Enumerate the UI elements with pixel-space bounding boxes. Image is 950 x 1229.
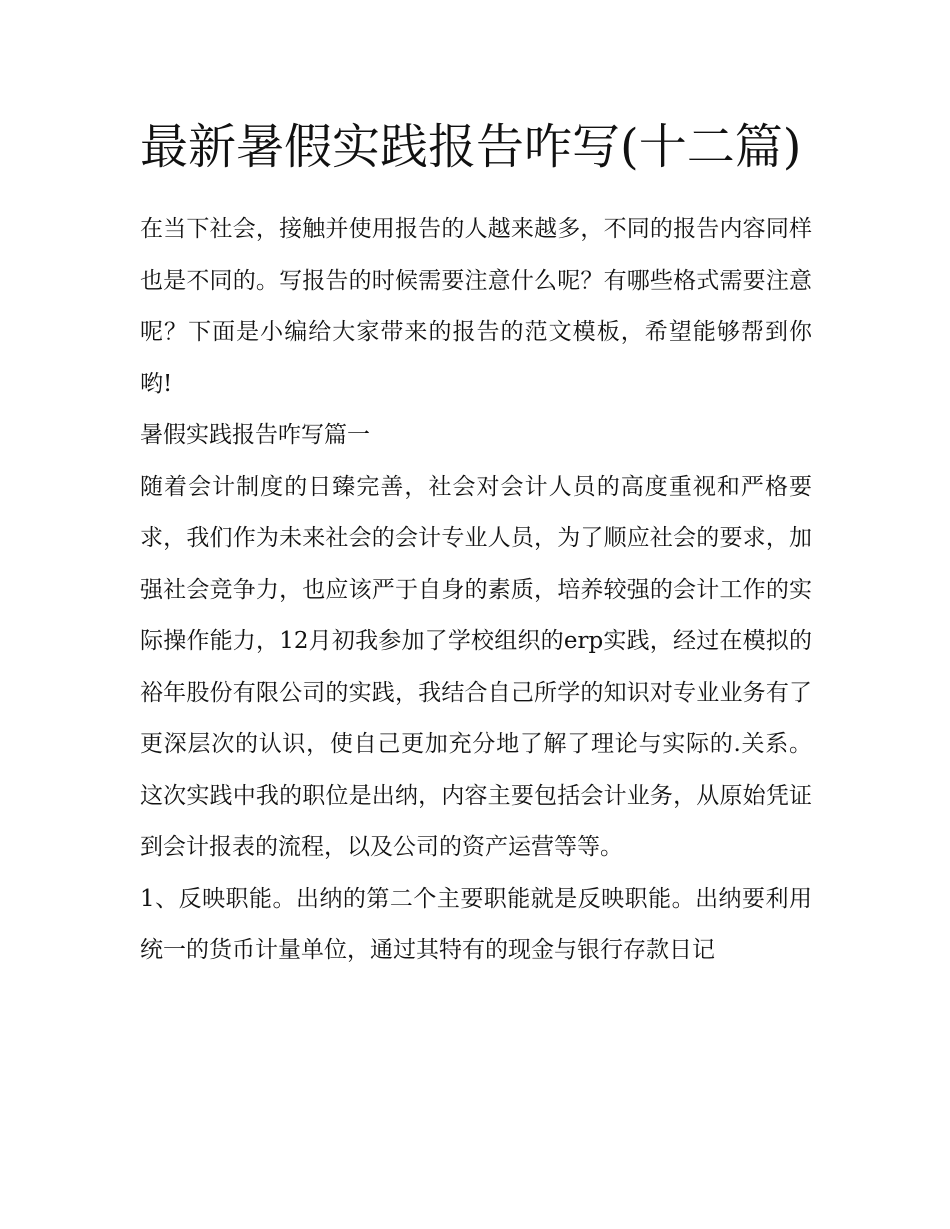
body-paragraph-1: 随着会计制度的日臻完善，社会对会计人员的高度重视和严格要求，我们作为未来社会的会计专业人员，为了顺应社会的要求，加强社会竞争力，也应该严于自身的素质，培养较强的会计工作的实际操作能力，12月初我参加了学校组织的erp实践，经过在模拟的裕年股份有限公司的实践，我结合自己所学的知识对专业业务有了更深层次的认识，使自己更加充分地了解了理论与实际的.关系。这次实践中我的职位是出纳，内容主要包括会计业务，从原始凭证到会计报表的流程，以及公司的资产运营等等。 <box>140 473 812 860</box>
body-paragraph-2: 1、反映职能。出纳的第二个主要职能就是反映职能。出纳要利用统一的货币计量单位，通过其特有的现金与银行存款日记 <box>140 885 812 963</box>
document-page <box>140 110 812 977</box>
intro-paragraph: 在当下社会，接触并使用报告的人越来越多，不同的报告内容同样也是不同的。写报告的时候需要注意什么呢？有哪些格式需要注意呢？下面是小编给大家带来的报告的范文模板，希望能够帮到你哟! <box>140 216 812 397</box>
section-heading: 暑假实践报告咋写篇一 <box>140 422 370 448</box>
document-title: 最新暑假实践报告咋写(十二篇) <box>140 119 802 175</box>
